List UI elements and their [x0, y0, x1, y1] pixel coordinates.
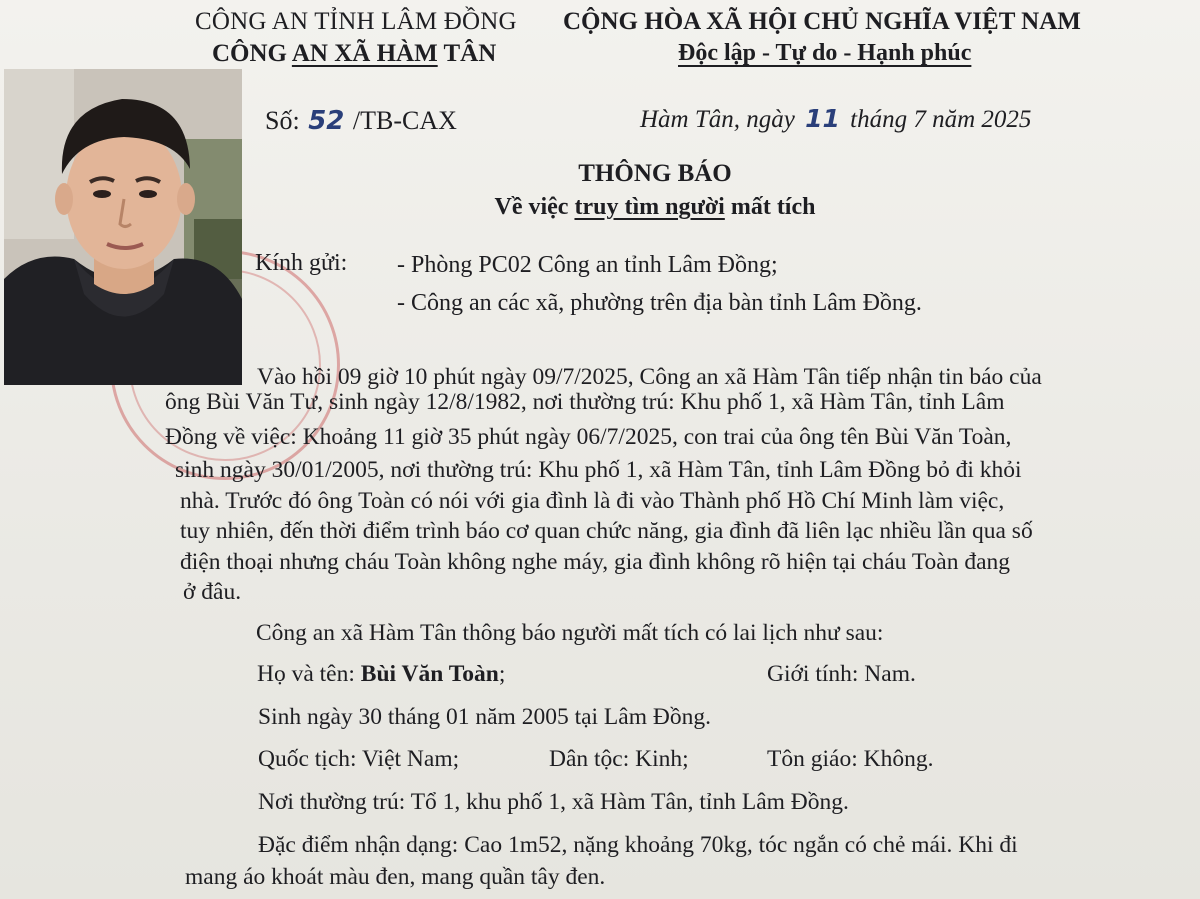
features-line: mang áo khoát màu đen, mang quần tây đen. — [185, 864, 606, 890]
intro-line: Công an xã Hàm Tân thông báo người mất tích có lai lịch như sau: — [256, 620, 884, 646]
recipient-item: - Phòng PC02 Công an tỉnh Lâm Đồng; — [397, 252, 778, 278]
national-title: CỘNG HÒA XÃ HỘI CHỦ NGHĨA VIỆT NAM — [563, 8, 1081, 35]
person-name: Bùi Văn Toàn — [360, 661, 499, 687]
national-motto: Độc lập - Tự do - Hạnh phúc — [678, 40, 972, 66]
paragraph-line: ông Bùi Văn Tư, sinh ngày 12/8/1982, nơi thường trú: Khu phố 1, xã Hàm Tân, tỉnh Lâm — [165, 389, 1005, 415]
issuing-agency-part3: TÂN — [437, 40, 497, 67]
doc-number-prefix: Số: — [265, 106, 307, 135]
features-line: Đặc điểm nhận dạng: Cao 1m52, nặng khoảng 70kg, tóc ngắn có chẻ mái. Khi đi — [258, 832, 1018, 858]
portrait-illustration — [4, 69, 242, 385]
issuing-agency — [212, 40, 496, 68]
birth-line: Sinh ngày 30 tháng 01 năm 2005 tại Lâm Đồng. — [258, 704, 711, 730]
document-number — [265, 106, 457, 136]
nationality-line: Quốc tịch: Việt Nam; — [258, 746, 460, 772]
date-prefix: Hàm Tân, ngày — [640, 106, 795, 133]
recipients-label: Kính gửi: — [255, 250, 348, 276]
subtitle-part1: Về việc — [494, 194, 575, 220]
doc-number-suffix: /TB-CAX — [346, 106, 457, 135]
ethnicity-line: Dân tộc: Kinh; — [549, 746, 689, 772]
paragraph-line: sinh ngày 30/01/2005, nơi thường trú: Khu phố 1, xã Hàm Tân, tỉnh Lâm Đồng bỏ đi khỏi — [175, 457, 1022, 483]
person-name-line — [257, 661, 505, 688]
issuing-agency-parent: CÔNG AN TỈNH LÂM ĐỒNG — [195, 8, 517, 35]
document-subtitle — [0, 194, 1200, 221]
document-title: THÔNG BÁO — [578, 160, 732, 187]
date-suffix: tháng 7 năm 2025 — [850, 106, 1032, 133]
name-label: Họ và tên: — [257, 661, 361, 687]
gender-line: Giới tính: Nam. — [767, 661, 916, 687]
date-day-handwritten: 11 — [805, 104, 840, 133]
issuing-agency-part1: CÔNG — [212, 40, 292, 67]
issuing-agency-part2: AN XÃ HÀM — [291, 40, 438, 67]
recipient-item: - Công an các xã, phường trên địa bàn tỉnh Lâm Đồng. — [397, 290, 922, 316]
paragraph-line: nhà. Trước đó ông Toàn có nói với gia đình là đi vào Thành phố Hồ Chí Minh làm việc, — [180, 488, 1005, 514]
paragraph-line: tuy nhiên, đến thời điểm trình báo cơ quan chức năng, gia đình đã liên lạc nhiều lần qua số — [180, 518, 1033, 544]
subtitle-part3: mất tích — [724, 194, 816, 220]
paragraph-line: ở đâu. — [183, 579, 242, 605]
religion-line: Tôn giáo: Không. — [767, 746, 934, 772]
missing-person-photo — [4, 69, 242, 385]
subtitle-part2: truy tìm người — [574, 194, 725, 220]
paragraph-line: Đồng về việc: Khoảng 11 giờ 35 phút ngày 06/7/2025, con trai của ông tên Bùi Văn Toàn, — [165, 424, 1012, 450]
paragraph-line: Vào hồi 09 giờ 10 phút ngày 09/7/2025, Công an xã Hàm Tân tiếp nhận tin báo của — [257, 364, 1042, 390]
document-date — [640, 104, 1031, 134]
name-end: ; — [498, 661, 506, 687]
paragraph-line: điện thoại nhưng cháu Toàn không nghe máy, gia đình không rõ hiện tại cháu Toàn đang — [180, 549, 1011, 575]
doc-number-handwritten: 52 — [308, 106, 345, 136]
residence-line: Nơi thường trú: Tổ 1, khu phố 1, xã Hàm Tân, tỉnh Lâm Đồng. — [258, 789, 849, 815]
